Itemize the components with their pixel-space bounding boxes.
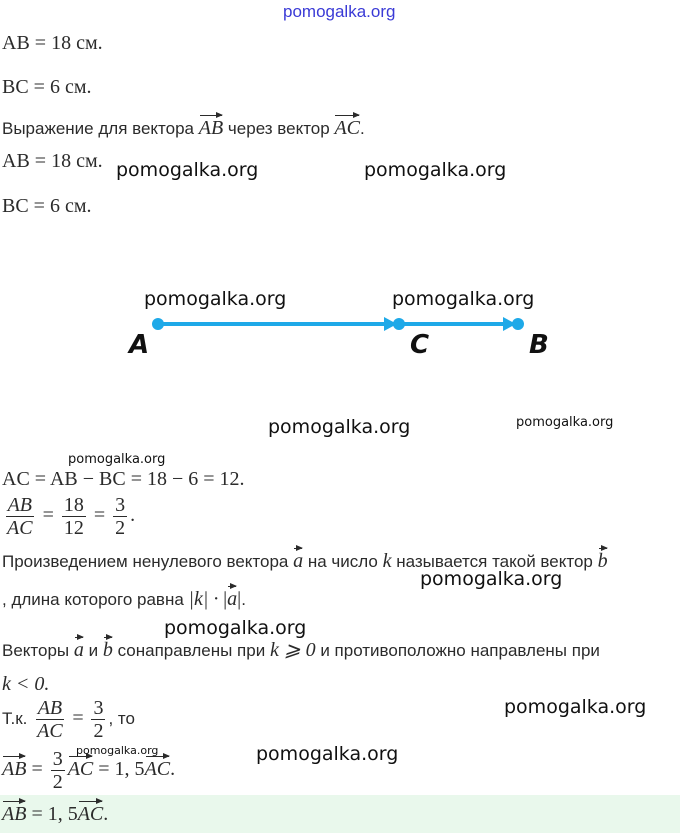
- ratio-line: $\frac{AB}{AC}$ = $\frac{18}{12}$ = $\frac{3}{2}$ .: [7, 494, 136, 539]
- since-frac-2: $\frac{3}{2}$: [93, 697, 104, 742]
- since-frac-1: $\frac{AB}{AC}$: [37, 697, 63, 742]
- result-vector-ab: AB: [2, 758, 27, 781]
- given-ab: AB = 18 см.: [2, 32, 103, 54]
- watermark: pomogalka.org: [364, 159, 507, 181]
- given-bc: BC = 6 см.: [2, 76, 92, 98]
- def-vector-a: a: [293, 550, 304, 572]
- result-vector-ac: AC: [67, 758, 94, 781]
- task-vector-ab: AB: [198, 117, 224, 139]
- ratio-frac-3: $\frac{3}{2}$: [115, 494, 126, 539]
- task-line: Выражение для вектора AB через вектор AC.: [2, 117, 365, 139]
- watermark: pomogalka.org: [164, 617, 307, 639]
- answer-line: AB = 1, 5AC.: [2, 803, 109, 825]
- answer-vector-ac: AC: [77, 803, 104, 825]
- point-c-dot: [393, 318, 405, 330]
- directions-line-1: Векторы a и b сонаправлены при k ⩾ 0 и противоположно направлены при: [2, 639, 600, 661]
- watermark: pomogalka.org: [392, 288, 535, 310]
- given-bc-repeat: BC = 6 см.: [2, 195, 92, 217]
- task-middle: через вектор: [227, 119, 330, 138]
- result-line: AB = $\frac{3}{2}$ AC = 1, 5AC.: [2, 748, 176, 793]
- watermark: pomogalka.org: [76, 744, 159, 757]
- point-c-label: C: [410, 330, 430, 360]
- watermark: pomogalka.org: [68, 452, 166, 467]
- definition-line-1: Произведением ненулевого вектора a на число k называется такой вектор b: [2, 550, 608, 572]
- task-prefix: Выражение для вектора: [2, 119, 195, 138]
- dir-vector-a: a: [73, 639, 84, 661]
- watermark-top: pomogalka.org: [283, 2, 396, 21]
- since-line: Т.к. $\frac{AB}{AC}$ = $\frac{3}{2}$ , то: [2, 697, 135, 742]
- watermark: pomogalka.org: [268, 416, 411, 438]
- task-vector-ac: AC: [334, 117, 361, 139]
- watermark: pomogalka.org: [504, 696, 647, 718]
- vector-diagram: [0, 300, 680, 370]
- def-abs-vector-a: a: [227, 588, 238, 610]
- directions-line-2: k < 0.: [2, 673, 50, 695]
- definition-line-2: , длина которого равна |k| · |a|.: [2, 588, 246, 610]
- def-vector-b: b: [597, 550, 608, 572]
- answer-vector-ab: AB: [2, 803, 27, 825]
- result-frac: $\frac{3}{2}$: [52, 748, 63, 793]
- watermark: pomogalka.org: [116, 159, 259, 181]
- watermark: pomogalka.org: [256, 743, 399, 765]
- watermark: pomogalka.org: [516, 415, 614, 430]
- dir-vector-b: b: [102, 639, 113, 661]
- point-b-dot: [512, 318, 524, 330]
- watermark: pomogalka.org: [144, 288, 287, 310]
- given-ab-repeat: AB = 18 см.: [2, 150, 103, 172]
- watermark: pomogalka.org: [420, 568, 563, 590]
- result-vector-ac-2: AC: [144, 758, 171, 781]
- ratio-frac-1: $\frac{AB}{AC}$: [7, 494, 33, 539]
- ac-calculation: AC = AB − BC = 18 − 6 = 12.: [2, 468, 245, 490]
- point-b-label: B: [529, 330, 549, 360]
- ratio-frac-2: $\frac{18}{12}$: [63, 494, 84, 539]
- point-a-dot: [152, 318, 164, 330]
- point-a-label: A: [129, 330, 150, 360]
